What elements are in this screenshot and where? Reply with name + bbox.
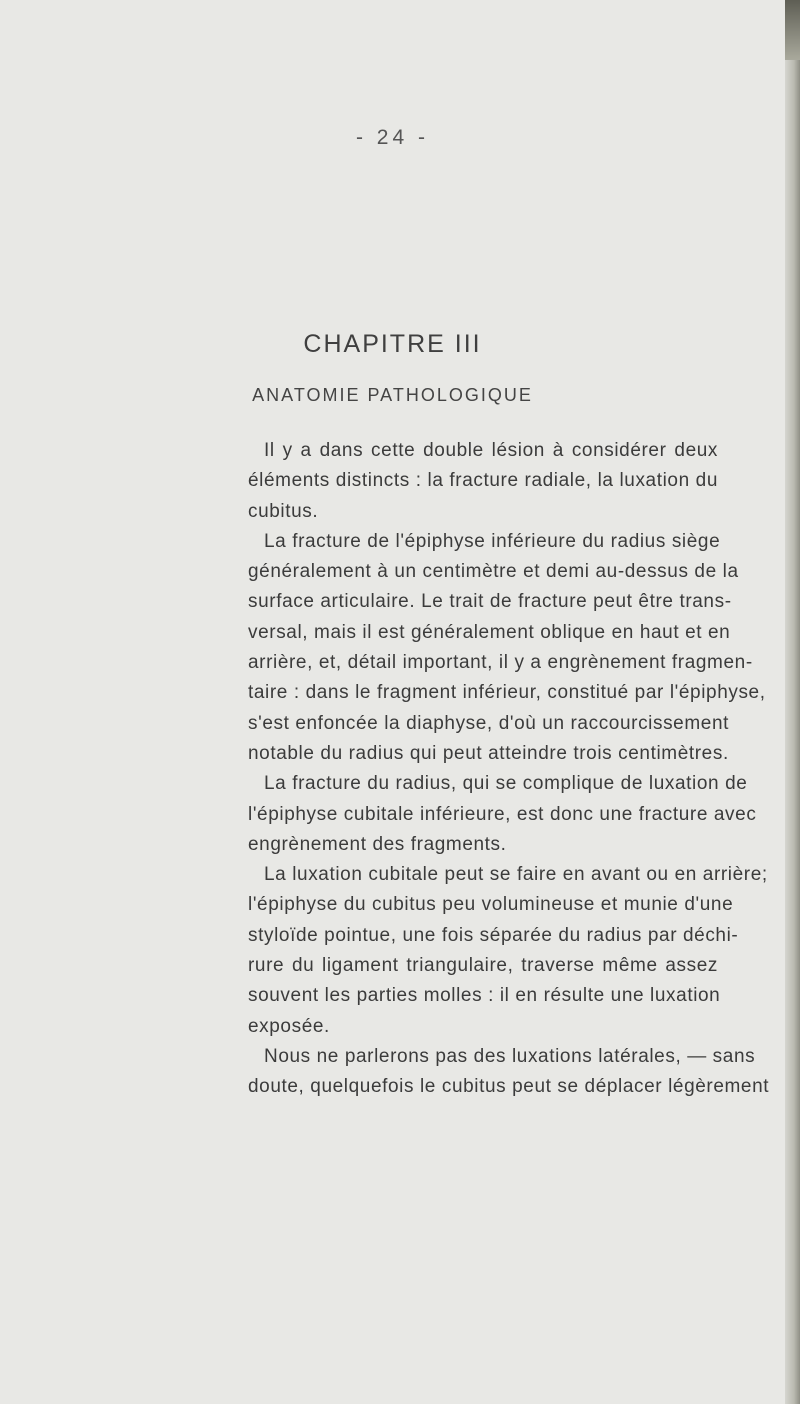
body-text — [248, 436, 770, 1103]
text-line: styloïde pointue, une fois séparée du radius par déchi- — [248, 924, 739, 946]
text-line: La fracture du radius, qui se complique de luxation de — [264, 773, 748, 795]
text-line: La fracture de l'épiphyse inférieure du radius siège — [264, 530, 721, 552]
text-line: taire : dans le fragment inférieur, constitué par l'épiphyse, — [248, 682, 766, 704]
text-line: l'épiphyse cubitale inférieure, est donc une fracture avec — [248, 803, 757, 825]
chapter-heading: CHAPITRE III — [303, 330, 482, 358]
text-line: surface articulaire. Le trait de fracture peut être trans- — [248, 591, 732, 613]
text-line: généralement à un centimètre et demi au-dessus de la — [248, 561, 739, 583]
chapter-subtitle: ANATOMIE PATHOLOGIQUE — [252, 385, 533, 405]
text-line: arrière, et, détail important, il y a engrènement fragmen- — [248, 652, 753, 674]
text-line: Il y a dans cette double lésion à considérer deux — [264, 440, 718, 461]
text-line: s'est enfoncée la diaphyse, d'où un raccourcissement — [248, 712, 729, 734]
text-line: Nous ne parlerons pas des luxations latérales, — sans — [264, 1045, 756, 1067]
text-line: cubitus. — [248, 500, 319, 522]
text-line: rure du ligament triangulaire, traverse même assez — [248, 955, 718, 977]
text-line: La luxation cubitale peut se faire en avant ou en arrière; — [264, 864, 768, 886]
text-line: engrènement des fragments. — [248, 833, 507, 855]
text-line: exposée. — [248, 1015, 330, 1037]
page-edge-shadow — [785, 0, 800, 60]
text-line: versal, mais il est généralement oblique en haut et en — [248, 621, 731, 643]
text-line: doute, quelquefois le cubitus peut se déplacer légèrement — [248, 1076, 770, 1098]
text-line: éléments distincts : la fracture radiale, la luxation du — [248, 470, 718, 492]
text-line: notable du radius qui peut atteindre trois centimètres. — [248, 742, 729, 764]
page-number: - 24 - — [355, 126, 429, 149]
text-line: l'épiphyse du cubitus peu volumineuse et munie d'une — [248, 894, 734, 916]
page-edge — [785, 0, 800, 1404]
text-line: souvent les parties molles : il en résulte une luxation — [248, 985, 721, 1007]
